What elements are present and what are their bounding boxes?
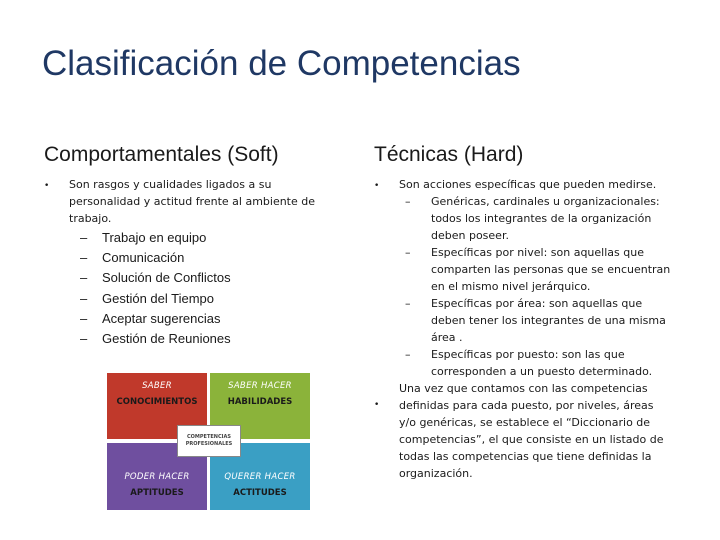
competencies-diagram [107,373,311,510]
quadrant-label: PODER HACER [124,472,190,482]
slide-title: Clasificación de Competencias [42,44,521,83]
list-item: – Específicas por puesto: son las que corresponden a un puesto determinado. [405,348,653,378]
quadrant-title: HABILIDADES [227,397,293,407]
center-label: COMPETENCIAS [187,434,231,440]
quadrant-label: SABER HACER [228,381,292,391]
right-bullet: • [374,400,380,410]
left-column-heading: Comportamentales (Soft) [44,143,279,166]
right-closing-paragraph: Una vez que contamos con las competencias definidas para cada puesto, por niveles, áreas y/o genéricas, se establece el “Diccionario de competencias”, el que consiste en un listado de todas las competencias que tiene definidas la organización. [399,382,664,480]
left-intro: Son rasgos y cualidades ligados a su personalidad y actitud frente al ambiente de trabajo. [69,178,316,225]
quadrant-title: ACTITUDES [233,488,287,498]
center-label-box [177,425,241,457]
list-item: – Específicas por área: son aquellas que deben tener los integrantes de una misma área . [405,297,666,344]
right-intro: Son acciones específicas que pueden medirse. [399,178,657,191]
quadrant-title: APTITUDES [130,488,184,498]
quadrant-label: QUERER HACER [224,472,296,482]
quadrant-label: SABER [142,381,172,391]
right-column-body [399,176,684,482]
center-label: PROFESIONALES [185,441,233,447]
right-column-heading: Técnicas (Hard) [374,143,524,166]
left-bullet: • [44,181,50,191]
right-bullet: • [374,181,380,191]
list-item: – Genéricas, cardinales u organizacionales: todos los integrantes de la organización deben poseer. [405,195,660,242]
quadrant-title: CONOCIMIENTOS [116,397,198,407]
list-item: – Específicas por nivel: son aquellas que comparten las personas que se encuentran en el mismo nivel jerárquico. [405,246,671,293]
